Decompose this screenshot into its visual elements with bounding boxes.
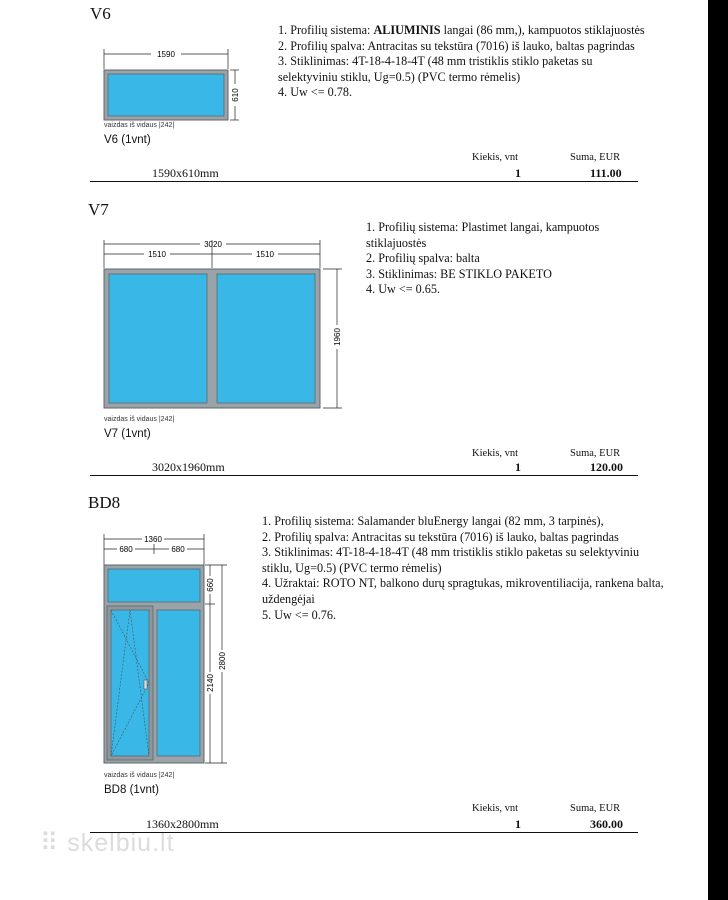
dim-right-label: 680 xyxy=(171,545,185,554)
glass-pane xyxy=(108,74,224,116)
spec-line: 3. Stiklinimas: BE STIKLO PAKETO xyxy=(366,266,552,281)
dim-total-label: 3020 xyxy=(204,240,222,249)
dim-height-label: 610 xyxy=(231,88,240,102)
watermark-logo-icon: ⠿ xyxy=(40,829,68,857)
dim-top-label: 660 xyxy=(206,578,215,592)
spec-line: 3. Stiklinimas: 4T-18-4-18-4T (48 mm tristiklis stiklo paketas su selektyviniu stiklu, Ug=0.5) (PVC termo rėmelis) xyxy=(278,54,593,84)
item-size: 1360x2800mm xyxy=(146,817,219,831)
spec-line: 2. Profilių spalva: balta xyxy=(366,251,480,266)
sum-header: Suma, EUR xyxy=(570,448,621,459)
item-code-bd8: BD8 xyxy=(88,493,121,512)
spec-line: 4. Užraktai: ROTO NT, balkono durų spragtukas, mikroventiliacija, rankena balta, uždengėjai xyxy=(262,576,664,606)
spec-line: 1. Profilių sistema: ALIUMINIS langai (86 mm,), kampuotos stiklajuostės xyxy=(278,23,645,37)
drawing-name: V6 (1vnt) xyxy=(104,134,151,146)
spec-line: 2. Profilių spalva: Antracitas su tekstūra (7016) iš lauko, baltas pagrindas xyxy=(262,529,619,544)
sum-header: Suma, EUR xyxy=(570,803,621,814)
specs-v7 xyxy=(366,220,656,298)
item-qty: 1 xyxy=(515,166,521,180)
spec-line: 1. Profilių sistema: Salamander bluEnergy langai (82 mm, 3 tarpinės), xyxy=(262,514,604,528)
door-drawing-bd8 xyxy=(98,532,238,772)
side-glass xyxy=(157,610,200,756)
item-sum: 111.00 xyxy=(590,166,622,180)
dim-door-label: 2140 xyxy=(206,674,215,692)
item-qty: 1 xyxy=(515,460,521,474)
glass-pane-right xyxy=(217,274,315,403)
divider xyxy=(90,475,638,476)
dim-left-label: 1510 xyxy=(148,250,166,259)
spec-line: 5. Uw <= 0.76. xyxy=(262,607,337,622)
glass-pane-left xyxy=(109,274,207,403)
drawing-name: BD8 (1vnt) xyxy=(104,784,159,796)
dim-height-label: 1960 xyxy=(333,328,342,346)
window-drawing-v6 xyxy=(98,42,248,122)
qty-header: Kiekis, vnt xyxy=(472,803,519,814)
item-qty: 1 xyxy=(515,817,521,831)
dim-total-label: 1360 xyxy=(144,535,162,544)
spec-line: 4. Uw <= 0.78. xyxy=(278,85,353,100)
spec-line: 1. Profilių sistema: Plastimet langai, kampuotos stiklajuostės xyxy=(366,220,600,250)
spec-line: 2. Profilių spalva: Antracitas su tekstūra (7016) iš lauko, baltas pagrindas xyxy=(278,38,635,53)
item-sum: 120.00 xyxy=(590,460,623,474)
qty-header: Kiekis, vnt xyxy=(472,448,519,459)
drawing-caption: vaizdas iš vidaus |242| xyxy=(104,122,175,129)
dim-height-label: 2800 xyxy=(218,652,227,670)
sum-header: Suma, EUR xyxy=(570,152,621,163)
item-sum: 360.00 xyxy=(590,817,623,831)
specs-bd8 xyxy=(262,514,672,623)
specs-v6 xyxy=(278,23,653,101)
drawing-caption: vaizdas iš vidaus |242| xyxy=(104,772,175,779)
door-glass xyxy=(111,610,149,756)
item-code-v6: V6 xyxy=(90,4,111,23)
item-size: 1590x610mm xyxy=(152,166,219,180)
item-size: 3020x1960mm xyxy=(152,460,225,474)
qty-header: Kiekis, vnt xyxy=(472,152,519,163)
item-code-v7: V7 xyxy=(88,200,109,219)
divider xyxy=(90,181,638,182)
drawing-caption: vaizdas iš vidaus |242| xyxy=(104,416,175,423)
dim-right-label: 1510 xyxy=(256,250,274,259)
dim-left-label: 680 xyxy=(119,545,133,554)
door-handle-icon xyxy=(144,680,147,689)
watermark: ⠿ skelbiu.lt xyxy=(40,829,175,857)
transom-glass xyxy=(108,569,200,602)
spec-line: 4. Uw <= 0.65. xyxy=(366,282,441,297)
dim-width-label: 1590 xyxy=(157,50,175,59)
drawing-name: V7 (1vnt) xyxy=(104,428,151,440)
spec-line: 3. Stiklinimas: 4T-18-4-18-4T (48 mm tristiklis stiklo paketas su selektyviniu stiklu, Ug=0.5) (PVC termo rėmelis) xyxy=(262,545,640,575)
window-drawing-v7 xyxy=(98,238,348,416)
